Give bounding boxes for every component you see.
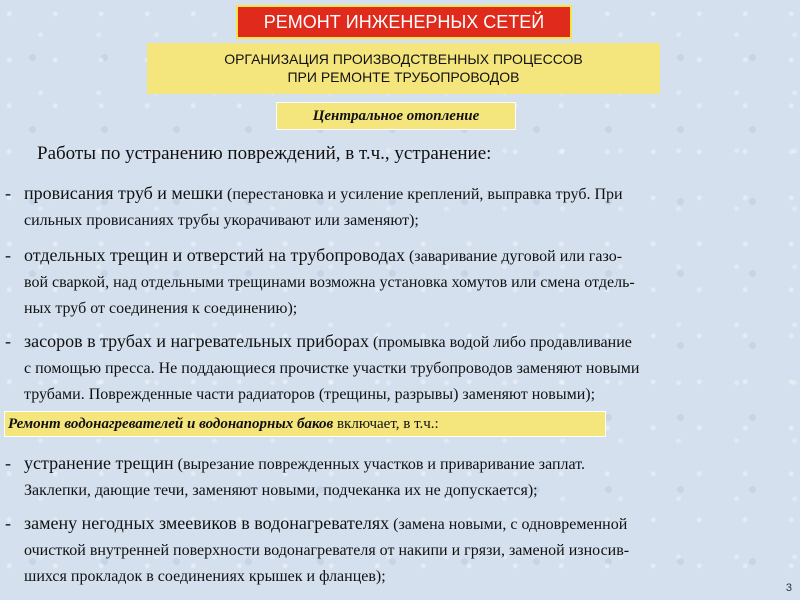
item-detail: ных труб от соединения к соединению); bbox=[24, 300, 298, 317]
item-lead: засоров в трубах и нагревательных приборах bbox=[24, 331, 369, 351]
bullet-dash: - bbox=[5, 183, 11, 203]
item-detail: (заваривание дуговой или газо- bbox=[404, 248, 623, 265]
list-item bbox=[5, 451, 790, 503]
bullet-dash: - bbox=[5, 331, 11, 351]
band-rest-text: включает, в т.ч.: bbox=[333, 416, 439, 432]
item-lead: устранение трещин bbox=[24, 453, 174, 473]
item-detail: (промывка водой либо продавливание bbox=[368, 334, 632, 351]
page-number: 3 bbox=[785, 582, 792, 594]
list-item bbox=[5, 181, 790, 233]
band-bold-text: Ремонт водонагревателей и водонапорных баков bbox=[8, 416, 334, 432]
item-detail: шихся прокладок в соединениях крышек и фланцев); bbox=[24, 568, 386, 585]
subtitle-line-1: ОРГАНИЗАЦИЯ ПРОИЗВОДСТВЕННЫХ ПРОЦЕССОВ bbox=[224, 51, 583, 67]
slide-title: РЕМОНТ ИНЖЕНЕРНЫХ СЕТЕЙ bbox=[236, 5, 572, 39]
subtitle-line-2: ПРИ РЕМОНТЕ ТРУБОПРОВОДОВ bbox=[287, 69, 520, 85]
list-item bbox=[5, 329, 790, 407]
item-detail: вой сваркой, над отдельными трещинами возможна установка хомутов или смена отдель- bbox=[24, 274, 635, 291]
item-detail: (вырезание поврежденных участков и приваривание заплат. bbox=[173, 456, 585, 473]
slide-subtitle bbox=[147, 43, 660, 94]
item-lead: замену негодных змеевиков в водонагревателях bbox=[24, 513, 390, 533]
list-item bbox=[5, 511, 790, 589]
repair-heaters-band bbox=[4, 411, 606, 437]
bullet-dash: - bbox=[5, 453, 11, 473]
intro-text: Работы по устранению повреждений, в т.ч., устранение: bbox=[37, 143, 492, 164]
section-label: Центральное отопление bbox=[276, 102, 516, 130]
item-detail: (замена новыми, с одновременной bbox=[389, 516, 628, 533]
bullet-dash: - bbox=[5, 513, 11, 533]
item-detail: Заклепки, дающие течи, заменяют новыми, подчеканка их не допускается); bbox=[24, 482, 538, 499]
bullet-dash: - bbox=[5, 245, 11, 265]
item-detail: трубами. Поврежденные части радиаторов (трещины, разрывы) заменяют новыми); bbox=[24, 386, 596, 403]
item-lead: отдельных трещин и отверстий на трубопроводах bbox=[24, 245, 405, 265]
item-detail: сильных провисаниях трубы укорачивают или заменяют); bbox=[24, 212, 419, 229]
list-item bbox=[5, 243, 790, 321]
item-detail: с помощью пресса. Не поддающиеся прочистке участки трубопроводов заменяют новыми bbox=[24, 360, 640, 377]
item-detail: (перестановка и усиление креплений, выправка труб. При bbox=[223, 186, 623, 203]
item-detail: очисткой внутренней поверхности водонагревателя от накипи и грязи, заменой износив- bbox=[24, 542, 630, 559]
item-lead: провисания труб и мешки bbox=[24, 183, 224, 203]
